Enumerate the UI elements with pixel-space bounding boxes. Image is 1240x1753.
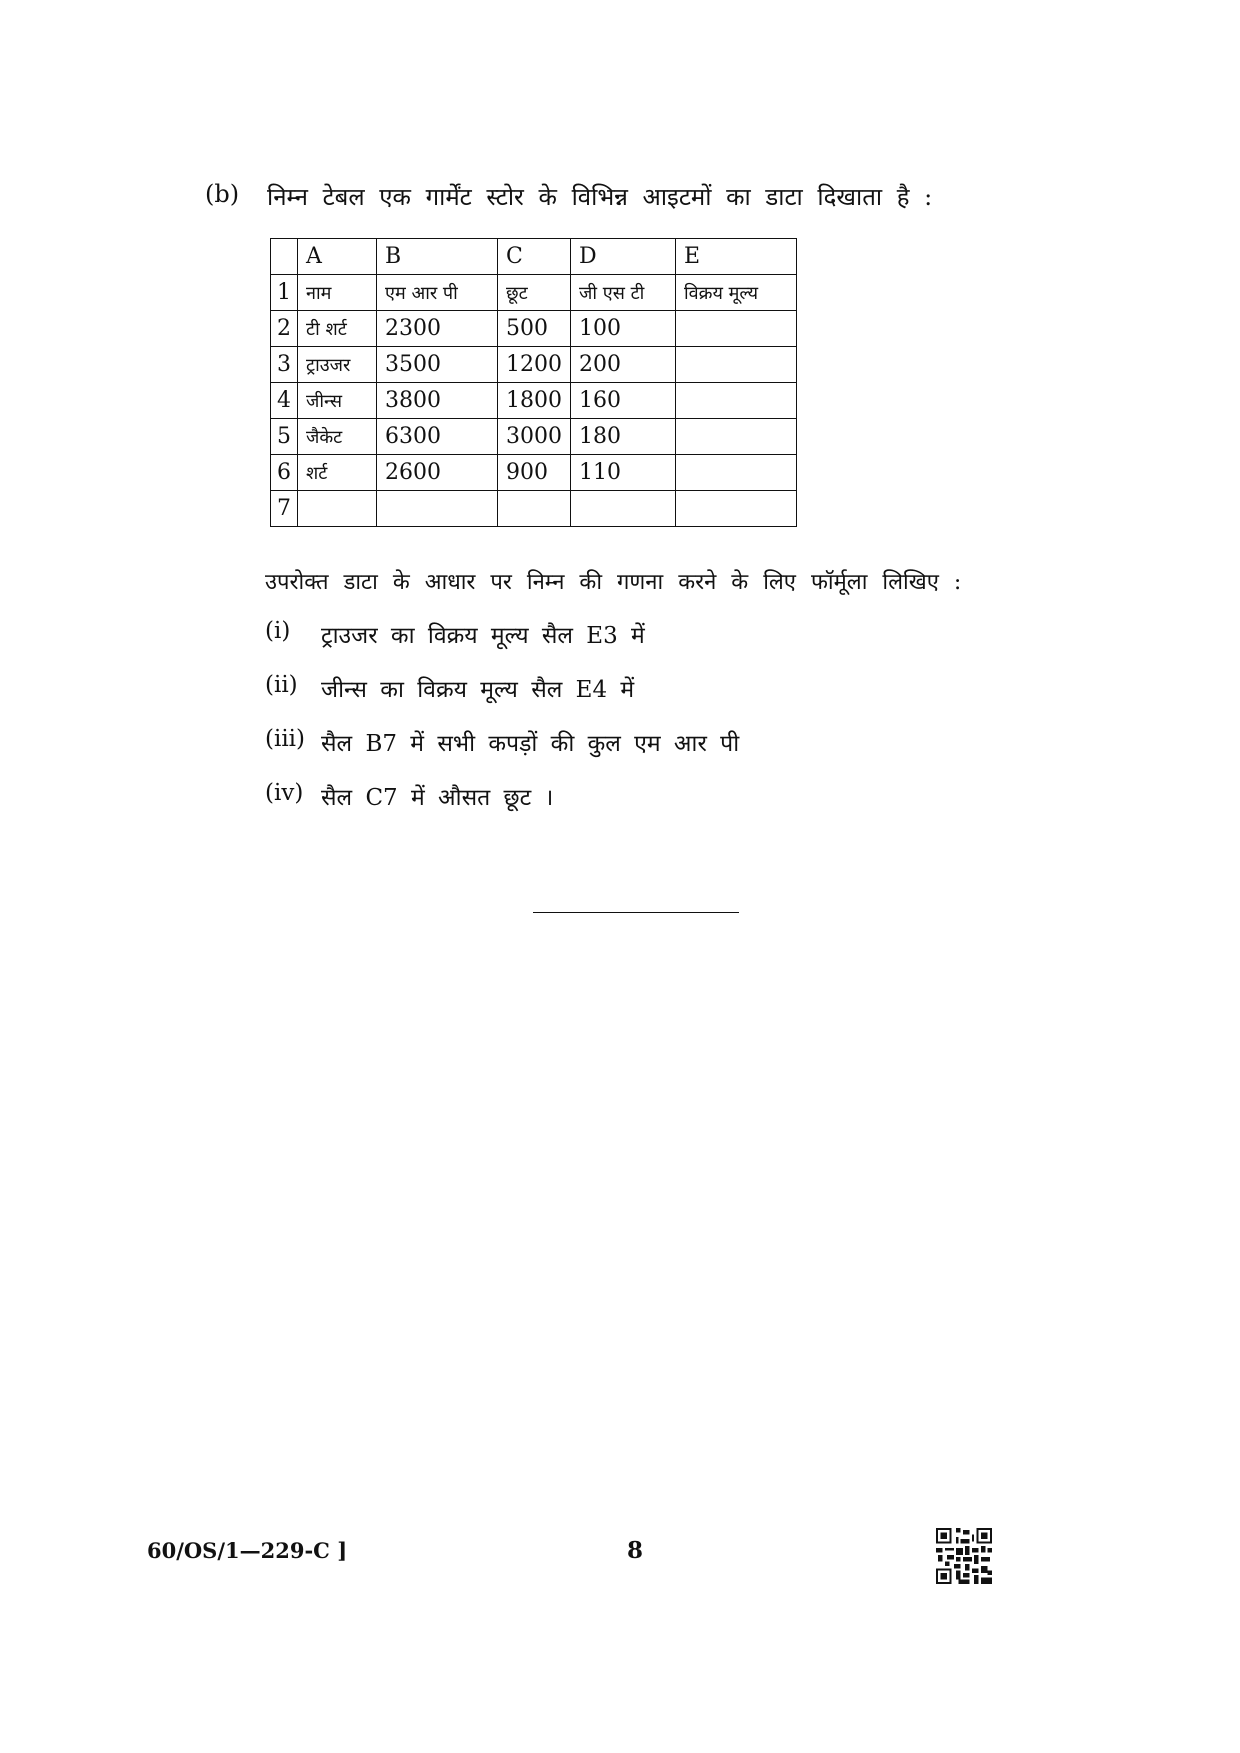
table-row — [271, 491, 797, 527]
table-cell: जीन्स — [298, 383, 377, 419]
table-cell: 1800 — [498, 383, 571, 419]
table-cell — [676, 383, 797, 419]
table-cell: शर्ट — [298, 455, 377, 491]
table-cell — [676, 455, 797, 491]
item-number: (i) — [265, 618, 291, 644]
page-number: 8 — [627, 1537, 644, 1564]
table-cell — [676, 491, 797, 527]
col-header-c: C — [498, 239, 571, 275]
row-number: 7 — [271, 491, 298, 527]
item-text: सैल B7 में सभी कपड़ों की कुल एम आर पी — [321, 731, 740, 757]
table-row — [271, 419, 797, 455]
item-number: (ii) — [265, 672, 298, 698]
table-cell: नाम — [298, 275, 377, 311]
table-cell: 2600 — [377, 455, 498, 491]
table-row — [271, 383, 797, 419]
table-row — [271, 311, 797, 347]
item-text: सैल C7 में औसत छूट । — [321, 785, 554, 811]
list-item — [265, 672, 739, 726]
table-cell: 180 — [571, 419, 676, 455]
question-label: (b) — [205, 180, 240, 208]
col-header-b: B — [377, 239, 498, 275]
table-cell: छूट — [498, 275, 571, 311]
table-row — [271, 347, 797, 383]
table-cell — [676, 347, 797, 383]
table-cell: 160 — [571, 383, 676, 419]
item-number: (iii) — [265, 726, 306, 752]
table-cell — [498, 491, 571, 527]
table-cell — [676, 419, 797, 455]
list-item — [265, 780, 739, 834]
table-cell: 110 — [571, 455, 676, 491]
row-number: 4 — [271, 383, 298, 419]
table-cell — [571, 491, 676, 527]
table-cell: ट्राउजर — [298, 347, 377, 383]
instruction-text: उपरोक्त डाटा के आधार पर निम्न की गणना करने के लिए फॉर्मूला लिखिए : — [265, 570, 962, 595]
row-number: 5 — [271, 419, 298, 455]
table-cell — [377, 491, 498, 527]
table-corner-cell — [271, 239, 298, 275]
row-number: 6 — [271, 455, 298, 491]
table-cell: 6300 — [377, 419, 498, 455]
table-cell: विक्रय मूल्य — [676, 275, 797, 311]
table-cell: 2300 — [377, 311, 498, 347]
question-text: निम्न टेबल एक गार्मेंट स्टोर के विभिन्न आइटमों का डाटा दिखाता है : — [267, 183, 933, 211]
table-cell: 3000 — [498, 419, 571, 455]
table-row — [271, 455, 797, 491]
table-header-row — [271, 239, 797, 275]
table-cell: 3500 — [377, 347, 498, 383]
table-cell — [298, 491, 377, 527]
qr-code-icon — [936, 1528, 992, 1584]
paper-code: 60/OS/1—229-C ] — [147, 1538, 348, 1563]
col-header-d: D — [571, 239, 676, 275]
table-cell: 900 — [498, 455, 571, 491]
item-text: ट्राउजर का विक्रय मूल्य सैल E3 में — [321, 623, 645, 649]
table-cell: 200 — [571, 347, 676, 383]
row-number: 3 — [271, 347, 298, 383]
row-number: 2 — [271, 311, 298, 347]
table-cell: जी एस टी — [571, 275, 676, 311]
list-item — [265, 618, 739, 672]
table-cell: 500 — [498, 311, 571, 347]
table-cell — [676, 311, 797, 347]
section-end-rule — [533, 912, 739, 913]
table-cell: 100 — [571, 311, 676, 347]
col-header-a: A — [298, 239, 377, 275]
item-text: जीन्स का विक्रय मूल्य सैल E4 में — [321, 677, 635, 703]
row-number: 1 — [271, 275, 298, 311]
table-cell: एम आर पी — [377, 275, 498, 311]
table-cell: 3800 — [377, 383, 498, 419]
col-header-e: E — [676, 239, 797, 275]
table-row — [271, 275, 797, 311]
table-cell: 1200 — [498, 347, 571, 383]
item-number: (iv) — [265, 780, 304, 806]
sub-question-list — [265, 618, 739, 834]
question-heading — [205, 180, 932, 213]
table-cell: जैकेट — [298, 419, 377, 455]
spreadsheet-table — [270, 238, 797, 527]
list-item — [265, 726, 739, 780]
table-cell: टी शर्ट — [298, 311, 377, 347]
